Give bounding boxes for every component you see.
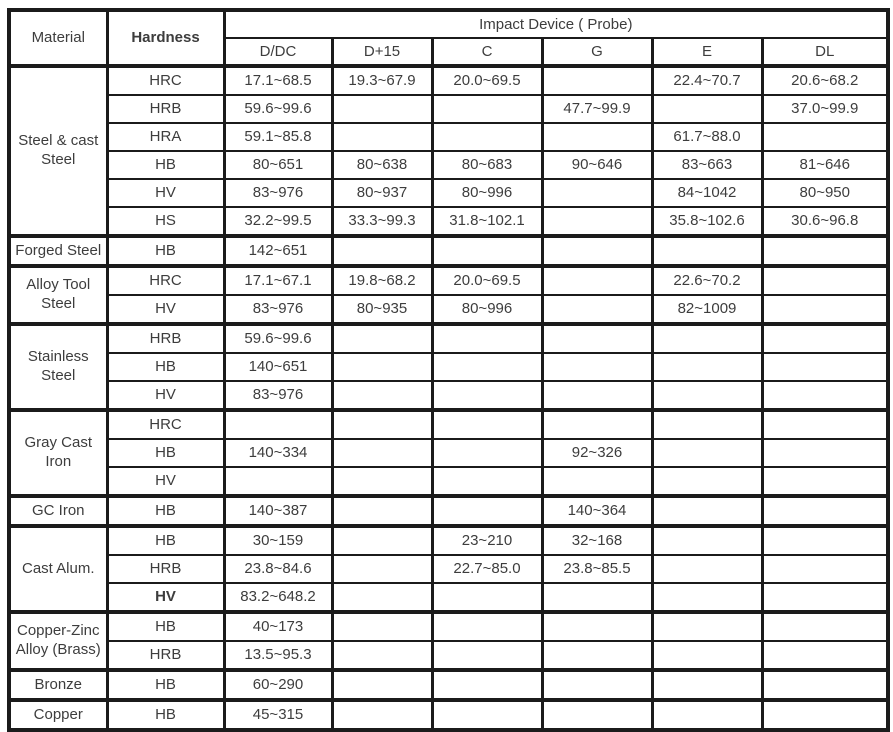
range-value-cell: 22.4~70.7	[652, 66, 762, 95]
hardness-scale-cell: HV	[107, 179, 224, 207]
empty-cell	[762, 439, 888, 467]
table-row	[9, 353, 888, 381]
hardness-scale-cell: HRB	[107, 324, 224, 353]
table-row	[9, 151, 888, 179]
empty-cell	[432, 641, 542, 670]
material-cell: Gray Cast Iron	[9, 410, 107, 496]
empty-cell	[432, 236, 542, 266]
range-value-cell: 19.8~68.2	[332, 266, 432, 295]
empty-cell	[762, 266, 888, 295]
range-value-cell: 19.3~67.9	[332, 66, 432, 95]
table-row	[9, 526, 888, 555]
empty-cell	[542, 381, 652, 410]
empty-cell	[652, 700, 762, 730]
empty-cell	[542, 700, 652, 730]
empty-cell	[432, 700, 542, 730]
empty-cell	[652, 496, 762, 526]
table-row	[9, 410, 888, 439]
empty-cell	[762, 410, 888, 439]
empty-cell	[542, 583, 652, 612]
table-row	[9, 439, 888, 467]
range-value-cell: 37.0~99.9	[762, 95, 888, 123]
empty-cell	[542, 123, 652, 151]
range-value-cell: 83~976	[224, 381, 332, 410]
empty-cell	[652, 236, 762, 266]
material-cell: Alloy Tool Steel	[9, 266, 107, 324]
material-cell: Cast Alum.	[9, 526, 107, 612]
empty-cell	[762, 324, 888, 353]
hardness-scale-cell: HB	[107, 496, 224, 526]
probe-column-header: G	[542, 38, 652, 66]
empty-cell	[542, 236, 652, 266]
empty-cell	[332, 555, 432, 583]
hardness-scale-cell: HS	[107, 207, 224, 236]
range-value-cell: 23~210	[432, 526, 542, 555]
empty-cell	[542, 207, 652, 236]
range-value-cell: 140~387	[224, 496, 332, 526]
empty-cell	[542, 612, 652, 641]
empty-cell	[762, 526, 888, 555]
hardness-scale-cell: HRB	[107, 641, 224, 670]
range-value-cell: 140~334	[224, 439, 332, 467]
range-value-cell: 82~1009	[652, 295, 762, 324]
hardness-scale-cell: HRB	[107, 95, 224, 123]
material-cell: GC Iron	[9, 496, 107, 526]
table-row	[9, 123, 888, 151]
table-row	[9, 467, 888, 496]
header-row-1	[9, 10, 888, 38]
empty-cell	[332, 324, 432, 353]
hardness-scale-cell: HV	[107, 467, 224, 496]
range-value-cell: 30~159	[224, 526, 332, 555]
range-value-cell: 83~976	[224, 179, 332, 207]
table-row	[9, 612, 888, 641]
hardness-scale-cell: HV	[107, 295, 224, 324]
empty-cell	[432, 95, 542, 123]
empty-cell	[542, 66, 652, 95]
empty-cell	[332, 410, 432, 439]
range-value-cell: 142~651	[224, 236, 332, 266]
range-value-cell: 20.6~68.2	[762, 66, 888, 95]
hardness-scale-cell: HRC	[107, 266, 224, 295]
empty-cell	[542, 324, 652, 353]
table-row	[9, 641, 888, 670]
empty-cell	[332, 381, 432, 410]
table-row	[9, 700, 888, 730]
range-value-cell: 32~168	[542, 526, 652, 555]
range-value-cell: 61.7~88.0	[652, 123, 762, 151]
col-header-hardness: Hardness	[107, 10, 224, 66]
material-cell: Stainless Steel	[9, 324, 107, 410]
table-row	[9, 236, 888, 266]
empty-cell	[652, 555, 762, 583]
table-row	[9, 381, 888, 410]
empty-cell	[762, 123, 888, 151]
range-value-cell: 33.3~99.3	[332, 207, 432, 236]
empty-cell	[432, 353, 542, 381]
hardness-scale-cell: HB	[107, 670, 224, 700]
empty-cell	[332, 641, 432, 670]
probe-column-header: DL	[762, 38, 888, 66]
empty-cell	[762, 670, 888, 700]
range-value-cell: 22.6~70.2	[652, 266, 762, 295]
range-value-cell: 59.6~99.6	[224, 324, 332, 353]
range-value-cell: 17.1~68.5	[224, 66, 332, 95]
hardness-scale-cell: HRC	[107, 66, 224, 95]
range-value-cell: 83.2~648.2	[224, 583, 332, 612]
range-value-cell: 40~173	[224, 612, 332, 641]
range-value-cell: 80~950	[762, 179, 888, 207]
table-row	[9, 555, 888, 583]
empty-cell	[542, 353, 652, 381]
range-value-cell: 31.8~102.1	[432, 207, 542, 236]
material-cell: Bronze	[9, 670, 107, 700]
empty-cell	[332, 123, 432, 151]
range-value-cell: 80~996	[432, 295, 542, 324]
empty-cell	[432, 381, 542, 410]
range-value-cell: 32.2~99.5	[224, 207, 332, 236]
table-row	[9, 496, 888, 526]
empty-cell	[332, 95, 432, 123]
range-value-cell: 47.7~99.9	[542, 95, 652, 123]
empty-cell	[762, 295, 888, 324]
material-cell: Copper	[9, 700, 107, 730]
probe-column-header: E	[652, 38, 762, 66]
empty-cell	[652, 353, 762, 381]
range-value-cell: 83~663	[652, 151, 762, 179]
empty-cell	[432, 496, 542, 526]
empty-cell	[652, 670, 762, 700]
range-value-cell: 23.8~85.5	[542, 555, 652, 583]
range-value-cell: 59.6~99.6	[224, 95, 332, 123]
empty-cell	[652, 410, 762, 439]
material-cell: Steel & cast Steel	[9, 66, 107, 236]
range-value-cell: 80~651	[224, 151, 332, 179]
empty-cell	[542, 670, 652, 700]
hardness-scale-cell: HB	[107, 439, 224, 467]
empty-cell	[432, 439, 542, 467]
range-value-cell: 80~683	[432, 151, 542, 179]
empty-cell	[332, 439, 432, 467]
range-value-cell: 45~315	[224, 700, 332, 730]
range-value-cell: 59.1~85.8	[224, 123, 332, 151]
empty-cell	[652, 381, 762, 410]
empty-cell	[542, 266, 652, 295]
range-value-cell: 140~651	[224, 353, 332, 381]
range-value-cell: 35.8~102.6	[652, 207, 762, 236]
empty-cell	[762, 641, 888, 670]
range-value-cell: 83~976	[224, 295, 332, 324]
hardness-scale-cell: HRC	[107, 410, 224, 439]
empty-cell	[652, 612, 762, 641]
table-row	[9, 95, 888, 123]
range-value-cell: 140~364	[542, 496, 652, 526]
empty-cell	[224, 410, 332, 439]
range-value-cell: 13.5~95.3	[224, 641, 332, 670]
range-value-cell: 84~1042	[652, 179, 762, 207]
hardness-scale-cell: HB	[107, 526, 224, 555]
probe-column-header: D/DC	[224, 38, 332, 66]
empty-cell	[432, 467, 542, 496]
range-value-cell: 80~937	[332, 179, 432, 207]
empty-cell	[332, 670, 432, 700]
empty-cell	[652, 583, 762, 612]
empty-cell	[762, 700, 888, 730]
empty-cell	[432, 324, 542, 353]
material-cell: Copper-Zinc Alloy (Brass)	[9, 612, 107, 670]
empty-cell	[652, 641, 762, 670]
range-value-cell: 22.7~85.0	[432, 555, 542, 583]
empty-cell	[762, 612, 888, 641]
empty-cell	[762, 353, 888, 381]
empty-cell	[432, 583, 542, 612]
empty-cell	[332, 496, 432, 526]
hardness-scale-cell: HV	[107, 583, 224, 612]
range-value-cell: 81~646	[762, 151, 888, 179]
range-value-cell: 90~646	[542, 151, 652, 179]
empty-cell	[332, 583, 432, 612]
range-value-cell: 80~638	[332, 151, 432, 179]
range-value-cell: 80~996	[432, 179, 542, 207]
range-value-cell: 20.0~69.5	[432, 66, 542, 95]
empty-cell	[652, 439, 762, 467]
table-row	[9, 324, 888, 353]
hardness-scale-cell: HB	[107, 236, 224, 266]
material-cell: Forged Steel	[9, 236, 107, 266]
col-header-material: Material	[9, 10, 107, 66]
range-value-cell: 23.8~84.6	[224, 555, 332, 583]
empty-cell	[652, 526, 762, 555]
hardness-conversion-table	[7, 8, 890, 732]
table-row	[9, 266, 888, 295]
empty-cell	[332, 467, 432, 496]
range-value-cell: 80~935	[332, 295, 432, 324]
empty-cell	[332, 236, 432, 266]
range-value-cell: 30.6~96.8	[762, 207, 888, 236]
probe-column-header: D+15	[332, 38, 432, 66]
empty-cell	[332, 526, 432, 555]
range-value-cell: 17.1~67.1	[224, 266, 332, 295]
empty-cell	[432, 670, 542, 700]
hardness-scale-cell: HB	[107, 353, 224, 381]
empty-cell	[542, 410, 652, 439]
empty-cell	[762, 496, 888, 526]
empty-cell	[542, 467, 652, 496]
hardness-scale-cell: HB	[107, 700, 224, 730]
table-row	[9, 670, 888, 700]
empty-cell	[332, 353, 432, 381]
empty-cell	[432, 123, 542, 151]
hardness-scale-cell: HRB	[107, 555, 224, 583]
col-header-impact-device: Impact Device ( Probe)	[224, 10, 888, 38]
empty-cell	[224, 467, 332, 496]
empty-cell	[542, 295, 652, 324]
empty-cell	[432, 410, 542, 439]
empty-cell	[652, 324, 762, 353]
hardness-scale-cell: HRA	[107, 123, 224, 151]
empty-cell	[542, 179, 652, 207]
table-row	[9, 179, 888, 207]
range-value-cell: 92~326	[542, 439, 652, 467]
empty-cell	[542, 641, 652, 670]
empty-cell	[652, 95, 762, 123]
empty-cell	[652, 467, 762, 496]
table-row	[9, 295, 888, 324]
empty-cell	[762, 381, 888, 410]
empty-cell	[432, 612, 542, 641]
empty-cell	[332, 700, 432, 730]
hardness-scale-cell: HB	[107, 151, 224, 179]
table-row	[9, 207, 888, 236]
empty-cell	[332, 612, 432, 641]
hardness-scale-cell: HV	[107, 381, 224, 410]
empty-cell	[762, 555, 888, 583]
range-value-cell: 60~290	[224, 670, 332, 700]
hardness-scale-cell: HB	[107, 612, 224, 641]
table-row	[9, 583, 888, 612]
range-value-cell: 20.0~69.5	[432, 266, 542, 295]
empty-cell	[762, 583, 888, 612]
empty-cell	[762, 467, 888, 496]
probe-column-header: C	[432, 38, 542, 66]
table-row	[9, 66, 888, 95]
empty-cell	[762, 236, 888, 266]
